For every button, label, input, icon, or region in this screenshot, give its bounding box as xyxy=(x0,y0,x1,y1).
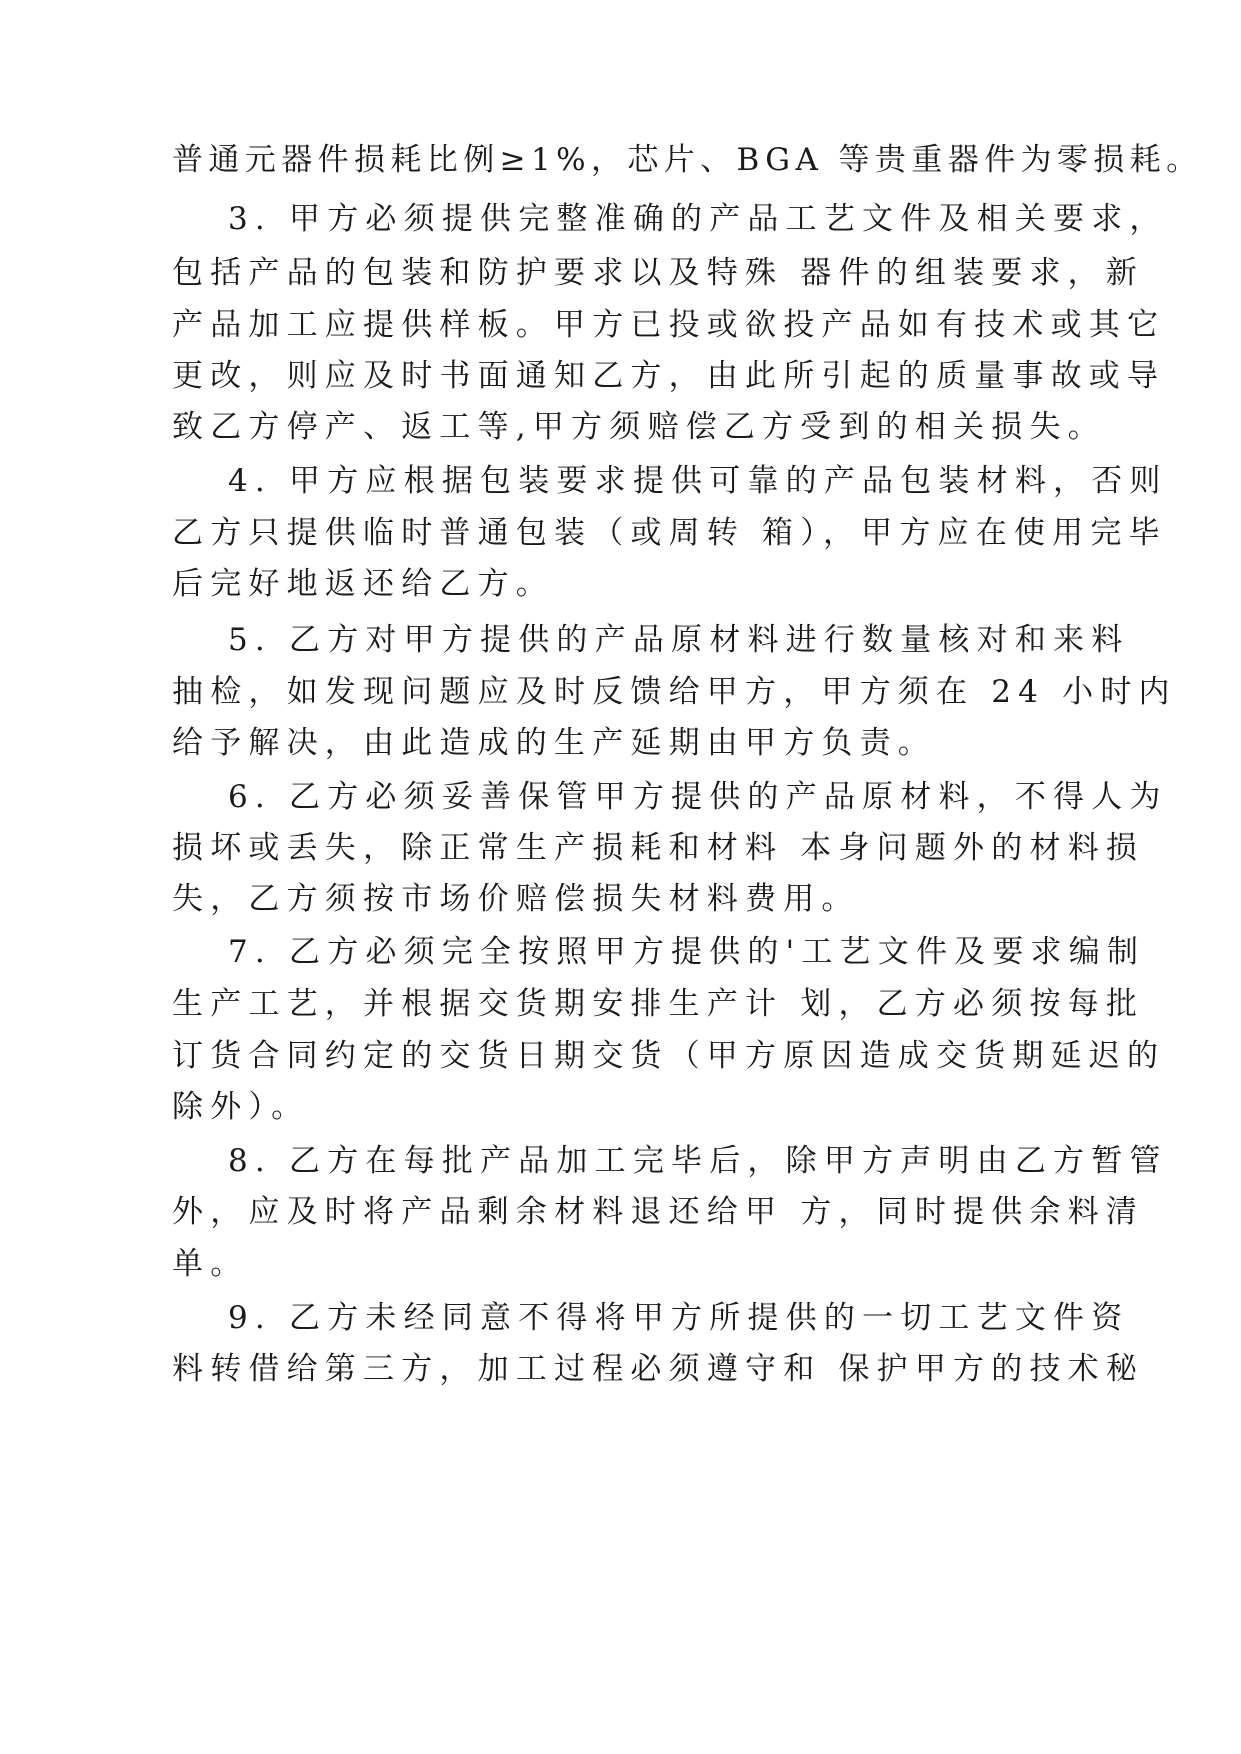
text-line-2: 3. 甲方必须提供完整准确的产品工艺文件及相关要求， xyxy=(228,201,1168,237)
text-line-12: 给予解决，由此造成的生产延期由甲方负责。 xyxy=(172,725,936,761)
text-line-16: 7. 乙方必须完全按照甲方提供的'工艺文件及要求编制 xyxy=(228,934,1146,970)
text-line-6: 致乙方停产、返工等,甲方须赔偿乙方受到的相关损失。 xyxy=(172,409,1106,445)
text-line-19: 除外）。 xyxy=(172,1089,310,1125)
text-line-1: 普通元器件损耗比例≥1%，芯片、BGA 等贵重器件为零损耗。 xyxy=(172,142,1203,178)
text-line-23: 9. 乙方未经同意不得将甲方所提供的一切工艺文件资 xyxy=(228,1300,1130,1336)
text-line-14: 损坏或丢失，除正常生产损耗和材料 本身问题外的材料损 xyxy=(172,830,1145,866)
text-line-4: 产品加工应提供样板。甲方已投或欲投产品如有技术或其它 xyxy=(172,307,1166,343)
text-line-9: 后完好地返还给乙方。 xyxy=(172,566,554,602)
text-line-24: 料转借给第三方，加工过程必须遵守和 保护甲方的技术秘 xyxy=(172,1351,1145,1387)
text-line-17: 生产工艺，并根据交货期安排生产计 划，乙方必须按每批 xyxy=(172,986,1145,1022)
text-line-13: 6. 乙方必须妥善保管甲方提供的产品原材料，不得人为 xyxy=(228,779,1168,815)
text-line-22: 单。 xyxy=(172,1246,249,1282)
text-line-10: 5. 乙方对甲方提供的产品原材料进行数量核对和来料 xyxy=(228,622,1130,658)
text-line-15: 失，乙方须按市场价赔偿损失材料费用。 xyxy=(172,881,860,917)
text-line-20: 8. 乙方在每批产品加工完毕后，除甲方声明由乙方暂管 xyxy=(228,1143,1168,1179)
text-line-5: 更改，则应及时书面通知乙方，由此所引起的质量事故或导 xyxy=(172,358,1166,394)
text-line-21: 外，应及时将产品剩余材料退还给甲 方，同时提供余料清 xyxy=(172,1194,1145,1230)
text-line-18: 订货合同约定的交货日期交货（甲方原因造成交货期延迟的 xyxy=(172,1038,1166,1074)
text-line-8: 乙方只提供临时普通包装（或周转 箱），甲方应在使用完毕 xyxy=(172,515,1167,551)
text-line-7: 4. 甲方应根据包装要求提供可靠的产品包装材料，否则 xyxy=(228,463,1168,499)
text-line-3: 包括产品的包装和防护要求以及特殊 器件的组装要求，新 xyxy=(172,255,1145,291)
text-line-11: 抽检，如发现问题应及时反馈给甲方，甲方须在 24 小时内 xyxy=(172,674,1177,710)
